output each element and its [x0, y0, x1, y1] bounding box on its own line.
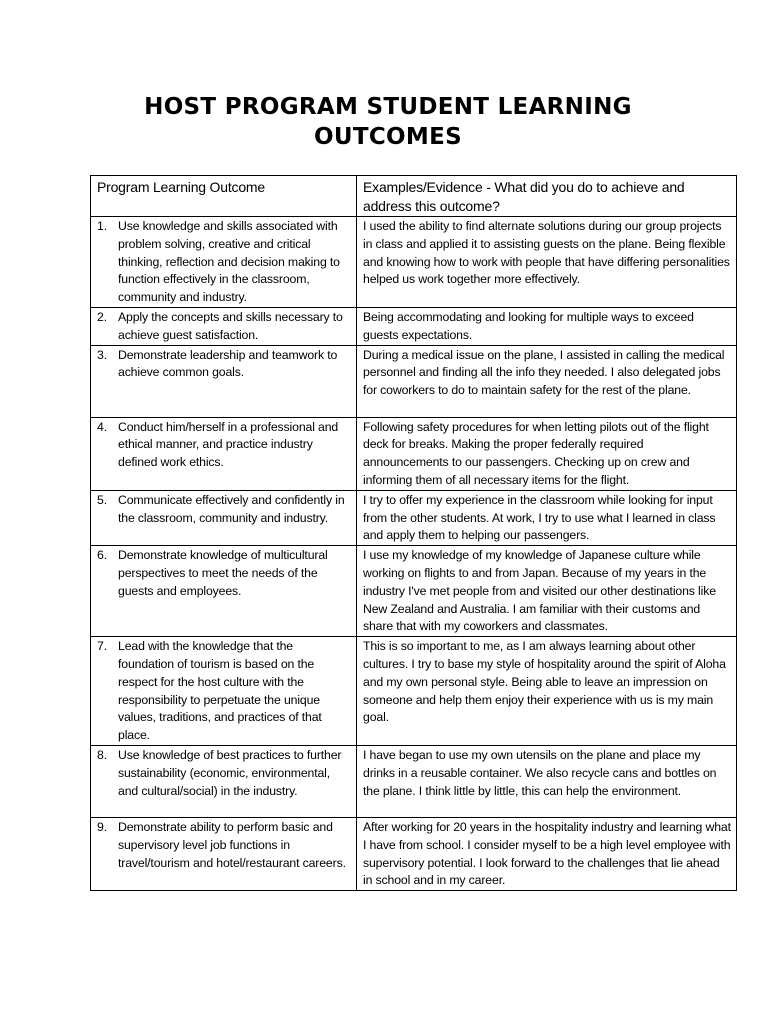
- outcome-number: 4.: [97, 419, 107, 434]
- outcome-text: Apply the concepts and skills necessary to achieve guest satisfaction.: [118, 309, 343, 342]
- title-line-1: HOST PROGRAM STUDENT LEARNING: [144, 94, 632, 120]
- table-row: [91, 345, 737, 417]
- evidence-cell: I use my knowledge of my knowledge of Japanese culture while working on flights to and from Japan. Because of my years in the industry I've met people from and visited our other destinations like New Zealand and Australia. I am familiar with their customs and share that with my coworkers and classmates.: [357, 546, 737, 637]
- outcome-cell: [91, 345, 357, 417]
- evidence-cell: Following safety procedures for when letting pilots out of the flight deck for breaks. Making the proper federally required announcements to our passengers. Checking up on crew and informing them of all necessary items for the flight.: [357, 417, 737, 490]
- outcome-text: Demonstrate leadership and teamwork to achieve common goals.: [118, 347, 338, 380]
- outcomes-table: [90, 175, 737, 891]
- table-row: [91, 217, 737, 308]
- evidence-cell: After working for 20 years in the hospitality industry and learning what I have from school. I consider myself to be a high level employee with supervisory potential. I look forward to the challenges that lie ahead in school and in my career.: [357, 817, 737, 890]
- table-header-row: [91, 176, 737, 217]
- table-row: [91, 546, 737, 637]
- title-line-2: OUTCOMES: [314, 124, 462, 150]
- outcome-text: Demonstrate knowledge of multicultural perspectives to meet the needs of the guests and employees.: [118, 548, 328, 598]
- outcome-text: Lead with the knowledge that the foundation of tourism is based on the respect for the host culture with the responsibility to perpetuate the unique values, traditions, and practices of that place.: [118, 639, 322, 743]
- evidence-cell: Being accommodating and looking for multiple ways to exceed guests expectations.: [357, 307, 737, 345]
- header-outcome: Program Learning Outcome: [91, 176, 357, 217]
- page-title: [90, 92, 686, 152]
- outcome-number: 5.: [97, 492, 107, 507]
- outcome-cell: [91, 745, 357, 817]
- evidence-cell: I used the ability to find alternate solutions during our group projects in class and applied it to assisting guests on the plane. Being flexible and knowing how to work with people that have differing personalities helped us work together more effectively.: [357, 217, 737, 308]
- outcome-cell: [91, 217, 357, 308]
- outcome-cell: [91, 417, 357, 490]
- table-row: [91, 490, 737, 545]
- outcome-cell: [91, 546, 357, 637]
- outcome-text: Use knowledge of best practices to further sustainability (economic, environmental, and cultural/social) in the industry.: [118, 747, 342, 798]
- outcome-number: 1.: [97, 219, 107, 233]
- outcome-number: 9.: [97, 819, 107, 834]
- outcome-number: 3.: [97, 347, 107, 362]
- table-row: [91, 745, 737, 817]
- outcome-number: 2.: [97, 309, 107, 324]
- outcome-cell: [91, 817, 357, 890]
- table-row: [91, 417, 737, 490]
- outcome-number: 7.: [97, 639, 107, 654]
- table-row: [91, 637, 737, 746]
- evidence-cell: I have began to use my own utensils on the plane and place my drinks in a reusable container. We also recycle cans and bottles on the plane. I think little by little, this can help the environment.: [357, 745, 737, 817]
- outcome-number: 6.: [97, 548, 107, 563]
- evidence-cell: I try to offer my experience in the classroom while looking for input from the other students. At work, I try to use what I learned in class and apply them to helping our passengers.: [357, 490, 737, 545]
- outcome-text: Demonstrate ability to perform basic and supervisory level job functions in travel/tourism and hotel/restaurant careers.: [118, 819, 346, 870]
- outcome-cell: [91, 637, 357, 746]
- outcome-text: Conduct him/herself in a professional and ethical manner, and practice industry defined work ethics.: [118, 419, 339, 470]
- table-row: [91, 817, 737, 890]
- outcome-cell: [91, 307, 357, 345]
- table-row: [91, 307, 737, 345]
- outcome-number: 8.: [97, 747, 107, 762]
- outcome-cell: [91, 490, 357, 545]
- outcome-text: Communicate effectively and confidently in the classroom, community and industry.: [118, 492, 345, 525]
- header-evidence: Examples/Evidence - What did you do to achieve and address this outcome?: [357, 176, 737, 217]
- evidence-cell: This is so important to me, as I am always learning about other cultures. I try to base my style of hospitality around the spirit of Aloha and my own personal style. Being able to leave an impression on someone and help them enjoy their experience with us is my main goal.: [357, 637, 737, 746]
- evidence-cell: During a medical issue on the plane, I assisted in calling the medical personnel and finding all the info they needed. I also delegated jobs for coworkers to do to maintain safety for the rest of the plane.: [357, 345, 737, 417]
- outcome-text: Use knowledge and skills associated with problem solving, creative and critical thinking, reflection and decision making to function effectively in the classroom, community and industry.: [118, 219, 340, 305]
